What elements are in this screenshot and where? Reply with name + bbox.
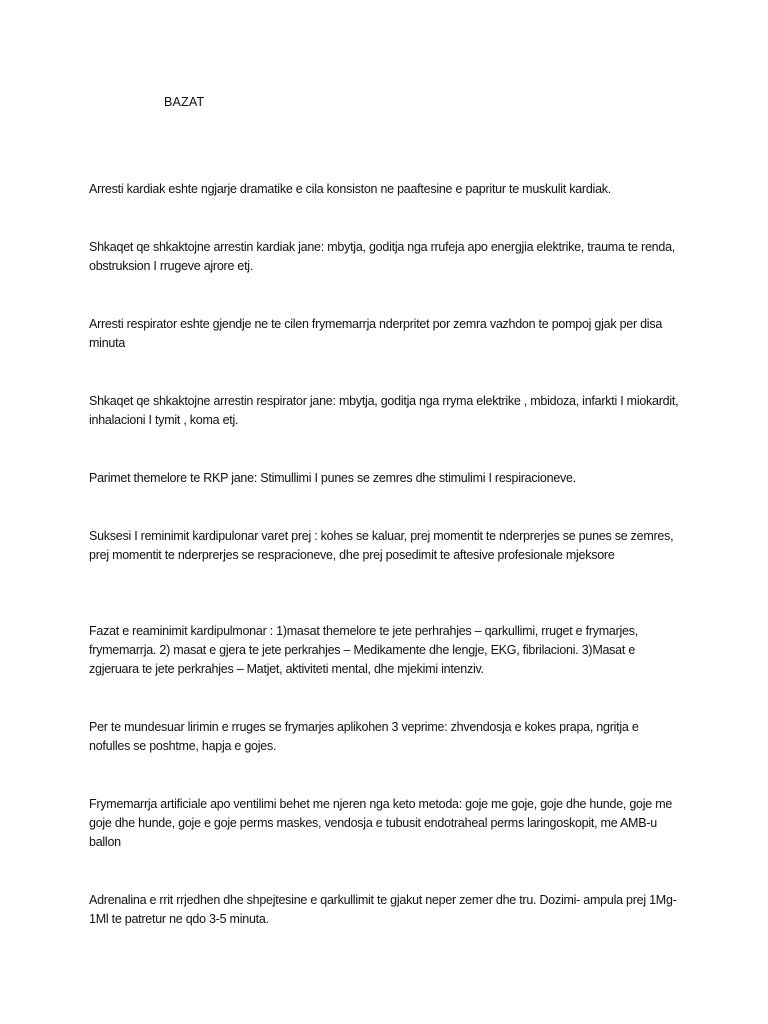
paragraph-rkp-principles: Parimet themelore te RKP jane: Stimullimi I punes se zemres dhe stimulimi I respiracioneve. [89, 471, 576, 485]
paragraph-resuscitation-success: Suksesi I reminimit kardipulonar varet prej : kohes se kaluar, prej momentit te nderprerjes se punes se zemres, prej momentit te nderprerjes se respracioneve, dhe prej posedimit te aftesive profesionale mjeksore [89, 529, 674, 562]
paragraph-cardiac-arrest-definition: Arresti kardiak eshte ngjarje dramatike e cila konsiston ne paaftesine e papritur te muskulit kardiak. [89, 182, 611, 196]
paragraph-artificial-ventilation: Frymemarrja artificiale apo ventilimi behet me njeren nga keto metoda: goje me goje, goje dhe hunde, goje me goje dhe hunde, goje e goje perms maskes, vendosja e tubusit endotraheal perms laringoskopit, me AMB-u ballon [89, 797, 673, 849]
document-title: BAZAT [164, 95, 205, 109]
paragraph-airway-clearing: Per te mundesuar lirimin e rruges se frymarjes aplikohen 3 veprime: zhvendosja e kokes prapa, ngritja e nofulles se poshtme, hapja e gojes. [89, 720, 639, 753]
paragraph-respiratory-arrest-definition: Arresti respirator eshte gjendje ne te cilen frymemarrja nderpritet por zemra vazhdon te pompoj gjak per disa minuta [89, 317, 663, 350]
paragraph-resuscitation-phases: Fazat e reaminimit kardipulmonar : 1)masat themelore te jete perhrahjes – qarkullimi, rruget e frymarjes, frymemarrja. 2) masat e gjera te jete perkrahjes – Medikamente dhe lengje, EKG, fibrilacioni. 3)Masat e zgjeruara te jete perkrahjes – Matjet, aktiviteti mental, dhe mjekimi intenziv. [89, 624, 638, 676]
paragraph-respiratory-arrest-causes: Shkaqet qe shkaktojne arrestin respirator jane: mbytja, goditja nga rryma elektrike , mbidoza, infarkti I miokardit, inhalacioni I tymit , koma etj. [89, 394, 679, 427]
paragraph-cardiac-arrest-causes: Shkaqet qe shkaktojne arrestin kardiak jane: mbytja, goditja nga rrufeja apo energjia elektrike, trauma te renda, obstruksion I rrugeve ajrore etj. [89, 240, 675, 273]
paragraph-adrenaline-dosage: Adrenalina e rrit rrjedhen dhe shpejtesine e qarkullimit te gjakut neper zemer dhe tru. Dozimi- ampula prej 1Mg-1Ml te patretur ne qdo 3-5 minuta. [89, 893, 677, 926]
